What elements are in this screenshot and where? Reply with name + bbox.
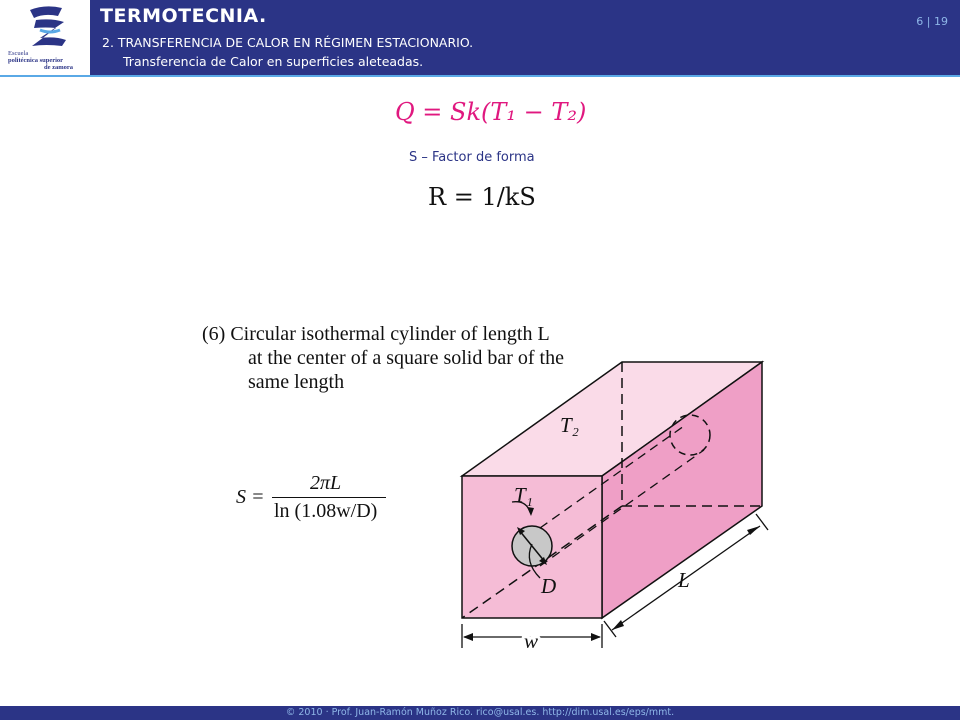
svg-text:politécnica superior: politécnica superior: [8, 57, 64, 64]
label-T1: T₁: [514, 483, 533, 507]
section-title: 2. TRANSFERENCIA DE CALOR EN RÉGIMEN ESTACIONARIO.: [102, 35, 474, 50]
L-arrow-near: [612, 620, 624, 630]
formula-denominator: ln (1.08w/D): [274, 500, 378, 522]
shape-factor-caption: S – Factor de forma: [409, 150, 535, 165]
slide-footer: © 2010 · Prof. Juan-Ramón Muñoz Rico. rico@usal.es. http://dim.usal.es/eps/mmt.: [0, 706, 960, 720]
label-L: L: [678, 568, 690, 592]
label-T2: T₂: [560, 413, 579, 437]
label-w: w: [524, 629, 539, 653]
case-line-3: same length: [248, 371, 345, 393]
case-line-2: at the center of a square solid bar of the: [248, 347, 564, 369]
subsection-title: Transferencia de Calor en superficies aleteadas.: [123, 54, 424, 69]
svg-text:Escuela: Escuela: [8, 50, 29, 57]
course-title: TERMOTECNIA.: [100, 5, 267, 27]
formula-numerator: 2πL: [310, 472, 342, 494]
heat-equation: Q = Sk(T₁ − T₂): [395, 98, 587, 126]
page-indicator: 6 | 19: [916, 15, 948, 28]
svg-text:de zamora: de zamora: [44, 64, 74, 71]
case-line-1: (6) Circular isothermal cylinder of length L: [202, 323, 550, 345]
w-arrow-right: [591, 633, 601, 641]
label-D: D: [541, 574, 557, 598]
w-arrow-left: [463, 633, 473, 641]
resistance-equation: R = 1/kS: [428, 183, 536, 211]
formula-lhs: S =: [236, 486, 265, 508]
